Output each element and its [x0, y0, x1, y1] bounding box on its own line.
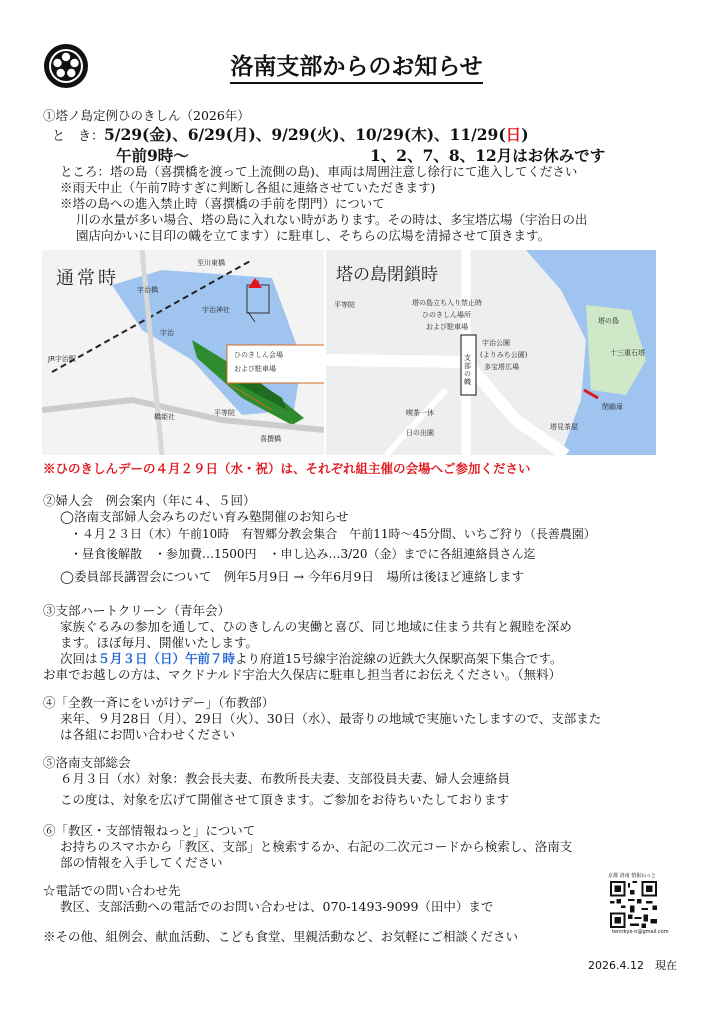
dates-sunday: 日 — [505, 125, 522, 144]
venue-callout-2: および駐車場 — [234, 365, 276, 373]
label-tahoto: 多宝塔広場 — [484, 363, 519, 371]
closed-heading: ※塔の島への進入禁止時（喜撰橋の手前を閉門）について — [60, 196, 385, 211]
phone-heading: ☆電話での問い合わせ先 — [43, 883, 181, 898]
label-hashihime: 橋姫社 — [154, 413, 175, 421]
label-byodoin-2: 平等院 — [334, 301, 355, 309]
label-ujibashi: 宇治橋 — [137, 286, 158, 294]
label-jr-uji: JR宇治駅 — [48, 355, 76, 363]
qr-code-icon[interactable] — [610, 881, 657, 928]
s5-body2: この度は、対象を広げて開催させて頂きます。ご参加をお待ちいたしております — [60, 792, 510, 807]
s6-body2: 部の情報を入手してください — [60, 855, 223, 870]
dates-close: ) — [521, 125, 529, 144]
label-stone-tower: 十三重石塔 — [610, 349, 645, 357]
section3-heading: ③支部ハートクリーン（青年会） — [43, 603, 231, 618]
label-parking: および駐車場 — [426, 323, 468, 331]
section1-heading: ①塔ノ島定例ひのきしん（2026年） — [43, 108, 250, 123]
s3-next — [60, 651, 562, 666]
s6-body1: お持ちのスマホから「教区、支部」と検索するか、右記の二次元コードから検索し、洛南支 — [60, 839, 573, 854]
off-months: 1、2、7、8、12月はお休みです — [370, 146, 606, 165]
label-no-entry: 塔の島立ち入り禁止時 — [412, 299, 482, 307]
label-kisenbashi: 喜撰橋 — [260, 435, 281, 443]
closed-map — [326, 250, 656, 455]
label-gate: 閉鎖扉 — [602, 403, 623, 411]
s4-body1: 来年、９月28日（月）、29日（火）、30日（水）、最寄りの地域で実施いたしますので、支部また — [60, 711, 602, 726]
s3-car: お車でお越しの方は、マクドナルド宇治大久保店に駐車し担当者にお伝えください。（無料） — [43, 667, 562, 682]
label-tomi: 塔見茶屋 — [550, 423, 578, 431]
s4-body2: は各組にお問い合わせください — [60, 727, 236, 742]
closed-body-1: 川の水量が多い場合、塔の島に入れない時があります。その時は、多宝塔広場（宇治日の出 — [76, 212, 588, 227]
qr-caption-top: 京都 洛南 情報ねっと — [608, 873, 657, 879]
closed-body-2: 園店向かいに目印の幟を立てます）に駐車し、そちらの広場を清掃させて頂きます。 — [76, 228, 551, 243]
label-uji: 宇治 — [160, 329, 174, 337]
s2-item1b: ・昼食後解散 ・参加費…1500円 ・申し込み…3/20（金）までに各組連絡員さん迄 — [70, 547, 536, 561]
s5-body1: ６月３日（水）対象：教会長夫妻、布教所長夫妻、支部役員夫妻、婦人会連絡員 — [60, 771, 511, 786]
label-tonoshima: 塔の島 — [598, 317, 619, 325]
section2-heading: ②婦人会 例会案内（年に４、５回） — [43, 493, 256, 508]
s3-next-date: ５月３日（日）午前７時 — [97, 651, 236, 666]
date-stamp: 2026.4.12 現在 — [588, 959, 677, 972]
s3-body1: 家族ぐるみの参加を通して、ひのきしんの実働と喜び、同じ地域に住まう共有と親睦を深め — [60, 619, 572, 634]
section6-heading: ⑥「教区・支部情報ねっと」について — [43, 823, 256, 838]
closed-map-title: 塔の島閉鎖時 — [336, 265, 438, 285]
s2-item2: ◯委員部長講習会について 例年5月9日 → 今年6月9日 場所は後ほど連絡します — [60, 569, 524, 584]
label-kawahigashi: 至川東橋 — [197, 259, 225, 267]
rain-note: ※雨天中止（午前7時すぎに判断し各組に連絡させていただきます) — [60, 180, 436, 195]
label-uji-jinja: 宇治神社 — [202, 306, 230, 314]
normal-map — [42, 250, 324, 455]
label-banner: 支部の幟 — [464, 354, 471, 386]
section5-heading: ⑤洛南支部総会 — [43, 755, 131, 770]
hinokishin-day-notice: ※ひのきしんデーの４月２９日（水・祝）は、それぞれ組主催の会場へご参加ください — [43, 461, 531, 476]
s3-next-post: より府道15号線宇治淀線の近鉄大久保駅高架下集合です。 — [235, 651, 563, 666]
label-venue: ひのきしん場所 — [422, 311, 471, 319]
dates-line — [52, 125, 529, 146]
page-title: 洛南支部からのお知らせ — [0, 48, 713, 81]
label-ikkyu: 喫茶一休 — [406, 409, 434, 417]
venue-callout-1: ひのきしん会場 — [234, 351, 283, 359]
phone-body: 教区、支部活動への電話でのお問い合わせは、070-1493-9099（田中）まで — [60, 899, 494, 914]
time: 午前9時〜 — [116, 146, 189, 165]
s3-body2: ます。ほぼ毎月、開催いたします。 — [60, 635, 259, 650]
qr-caption-bottom: tenrikyo-n@gmail.com — [612, 929, 669, 935]
section4-heading: ④「全教一斉にをいがけデー」（布教部） — [43, 695, 275, 710]
dates-label: と き： — [52, 129, 105, 144]
label-uji-park: 宇治公園 — [482, 339, 510, 347]
s3-next-pre: 次回は — [60, 651, 98, 666]
label-byodoin: 平等院 — [214, 409, 235, 417]
north-marker: N — [252, 280, 260, 290]
dates: 5/29(金)、6/29(月)、9/29(火)、10/29(木)、11/29( — [104, 125, 506, 144]
label-hinode: 日の出園 — [406, 429, 434, 437]
label-yorimichi: (よりみち公園) — [480, 351, 528, 359]
s2-item1a: ・４月２３日（木）午前10時 有智郷分教会集合 午前11時〜45分間、いちご狩り（長善農園） — [70, 527, 596, 541]
normal-map-title: 通常時 — [56, 268, 119, 289]
s2-item1: ◯洛南支部婦人会みちのだい育み塾開催のお知らせ — [60, 509, 349, 524]
footer-note: ※その他、組例会、献血活動、こども食堂、里親活動など、お気軽にご相談ください — [43, 929, 519, 944]
place: ところ：塔の島（喜撰橋を渡って上流側の島)、車両は周囲注意し徐行にて進入してください — [60, 164, 578, 179]
